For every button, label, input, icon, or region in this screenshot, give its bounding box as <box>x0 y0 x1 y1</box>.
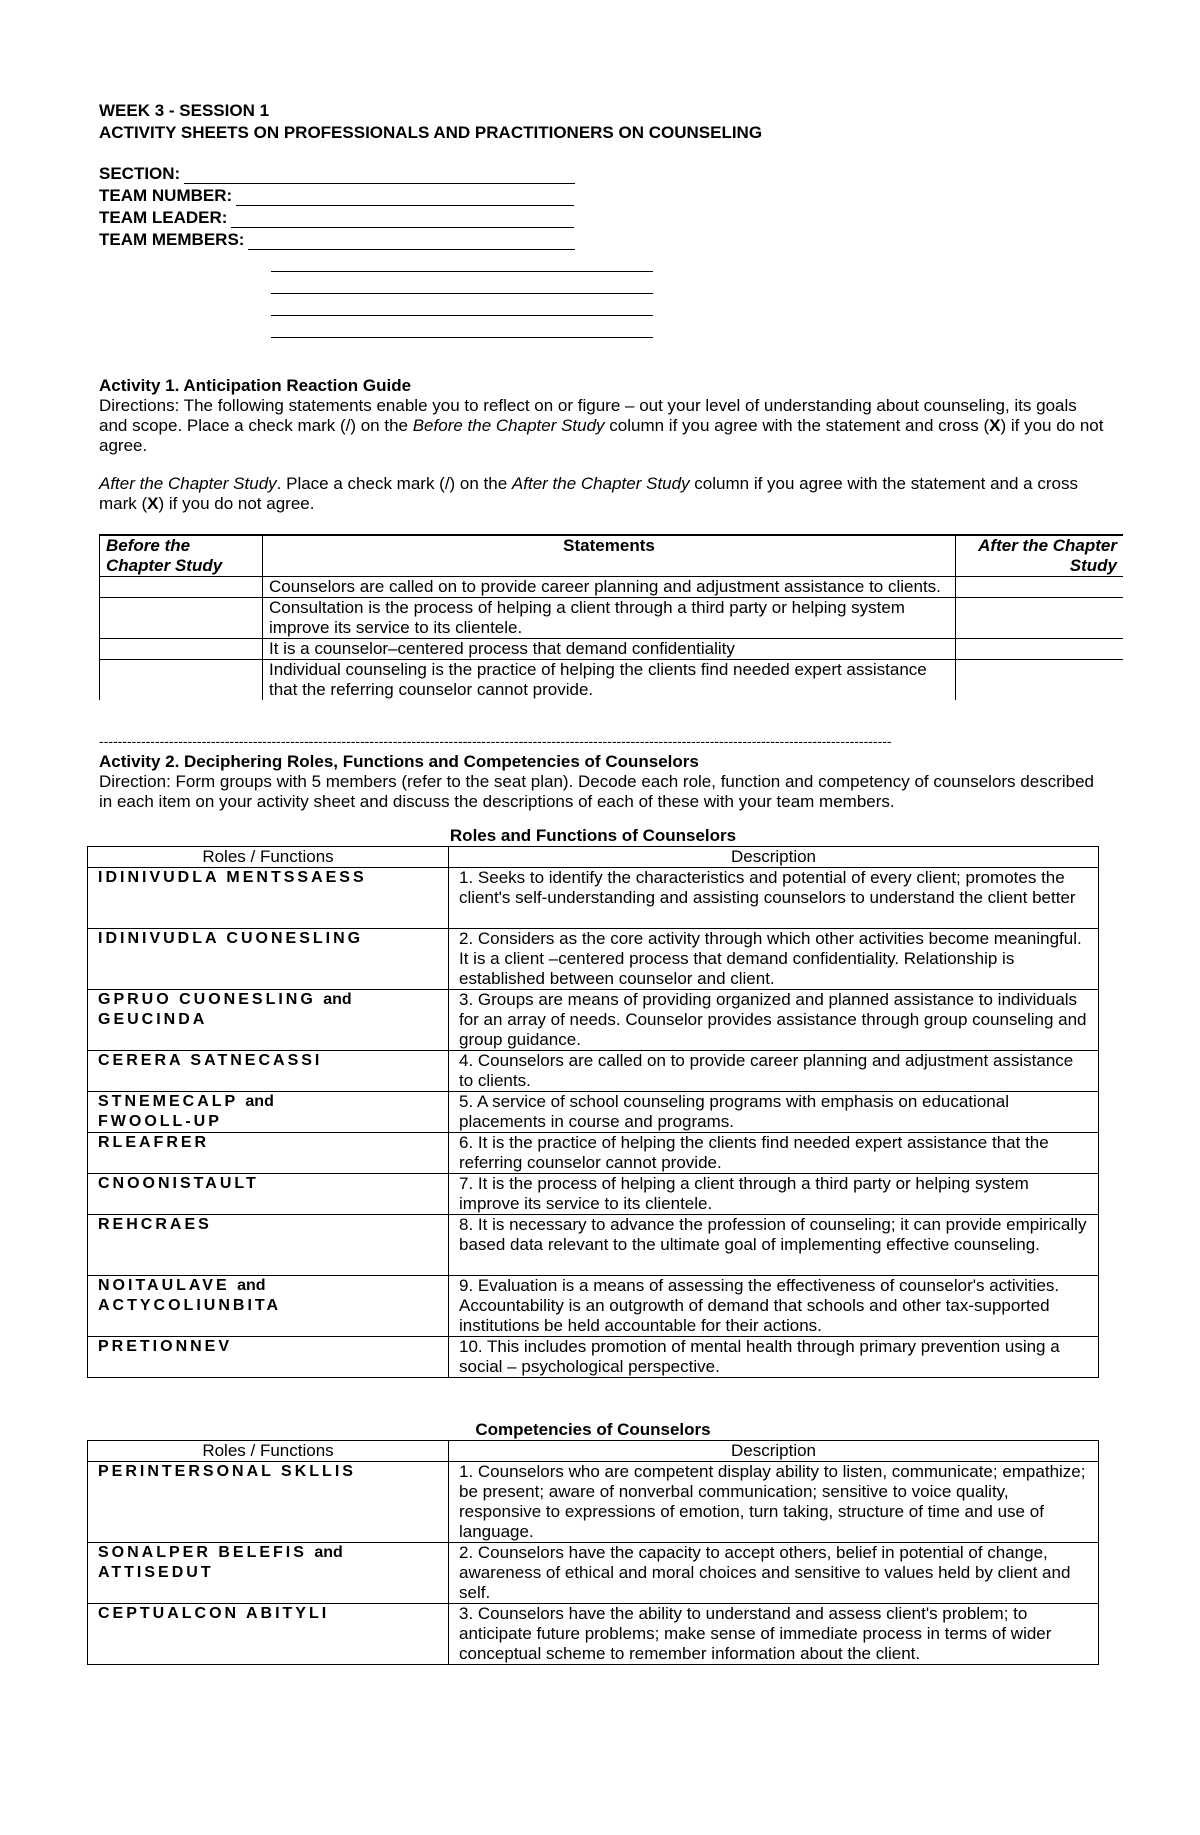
role-code: CEPTUALCON ABITYLI <box>98 1605 330 1622</box>
role-description-cell: 1. Seeks to identify the characteristics and potential of every client; promotes the client's self-understanding and assisting counselors to understand the client better <box>449 868 1099 929</box>
role-code: IDINIVUDLA CUONESLING <box>98 930 364 947</box>
role-code: IDINIVUDLA MENTSSAESS <box>98 869 367 886</box>
role-code-cell <box>88 1215 449 1276</box>
after-directions-text-f: ) if you do not agree. <box>158 494 315 513</box>
anticipation-table-header <box>100 535 1124 577</box>
after-check-cell[interactable] <box>956 577 1124 598</box>
roles-table-header <box>88 847 1099 868</box>
activity1-directions-text-e: ) if you do not agree. <box>99 416 1104 455</box>
activity1-directions-text-d: X <box>989 416 1001 435</box>
col-description: Description <box>449 1441 1099 1462</box>
statement-cell: It is a counselor–centered process that demand confidentiality <box>263 639 956 660</box>
role-conjunction: and <box>314 1544 343 1561</box>
table-row <box>88 1337 1099 1378</box>
role-description-cell: 2. Considers as the core activity through which other activities become meaningful. It is a client –centered process that demand confidentiality. Relationship is established between counselor and client. <box>449 929 1099 990</box>
team-members-label: TEAM MEMBERS: <box>99 230 245 249</box>
role-code-cell <box>88 929 449 990</box>
table-row <box>88 990 1099 1051</box>
role-code: RLEAFRER <box>98 1134 210 1151</box>
after-check-cell[interactable] <box>956 639 1124 660</box>
table-row <box>88 1133 1099 1174</box>
activity2-directions: Direction: Form groups with 5 members (refer to the seat plan). Decode each role, function and competency of counselors described in each item on your activity sheet and discuss the descriptions of each of these with your team members. <box>99 772 1094 811</box>
team-members-field <box>99 228 1109 250</box>
role-description-cell: 10. This includes promotion of mental health through primary prevention using a social – psychological perspective. <box>449 1337 1099 1378</box>
activity1-directions-text-a: Directions: The following statements enable you to reflect on or figure – out your level of understanding about counseling, its goals and scope. Place a check mark (/) on the <box>99 396 1077 435</box>
after-directions-text-e: X <box>147 494 159 513</box>
team-member-blank-2[interactable] <box>271 257 653 272</box>
col-roles-functions: Roles / Functions <box>88 847 449 868</box>
role-code: NOITAULAVE <box>98 1277 230 1294</box>
before-check-cell[interactable] <box>100 598 263 639</box>
table-row <box>88 1543 1099 1604</box>
col-statements: Statements <box>263 535 956 577</box>
statement-cell: Counselors are called on to provide career planning and adjustment assistance to clients. <box>263 577 956 598</box>
role-description-cell: 9. Evaluation is a means of assessing the effectiveness of counselor's activities. Accountability is an outgrowth of demand that schools and other tax-supported institutions be held accountable for their actions. <box>449 1276 1099 1337</box>
role-code: PERINTERSONAL SKLLIS <box>98 1463 356 1480</box>
role-code-second: GEUCINDA <box>98 1011 208 1028</box>
role-description-cell: 6. It is the practice of helping the clients find needed expert assistance that the referring counselor cannot provide. <box>449 1133 1099 1174</box>
role-code-cell <box>88 868 449 929</box>
team-leader-field <box>99 206 1109 228</box>
week-session-heading: WEEK 3 - SESSION 1 <box>99 101 270 120</box>
role-code-cell <box>88 1543 449 1604</box>
after-directions-text-d: column if you agree with the statement and a cross mark ( <box>99 474 1078 513</box>
team-leader-label: TEAM LEADER: <box>99 208 228 227</box>
role-description-cell: 2. Counselors have the capacity to accept others, belief in potential of change, awareness of ethical and moral choices and sensitive to values held by client and self. <box>449 1543 1099 1604</box>
statement-cell: Consultation is the process of helping a client through a third party or helping system improve its service to its clientele. <box>263 598 956 639</box>
role-code: SONALPER BELEFIS <box>98 1544 307 1561</box>
role-conjunction: and <box>245 1093 274 1110</box>
table-row <box>88 929 1099 990</box>
role-description-cell: 8. It is necessary to advance the profession of counseling; it can provide empirically based data relevant to the ultimate goal of implementing effective counseling. <box>449 1215 1099 1276</box>
role-description-cell: 1. Counselors who are competent display ability to listen, communicate; empathize; be present; aware of nonverbal communication; sensitive to voice quality, responsive to expressions of emotion, turn taking, structure of time and use of language. <box>449 1462 1099 1543</box>
competencies-table-title: Competencies of Counselors <box>475 1420 711 1439</box>
after-check-cell[interactable] <box>956 660 1124 701</box>
col-before-chapter-study: Before the Chapter Study <box>100 535 263 577</box>
role-code-cell <box>88 1092 449 1133</box>
activity1-directions <box>99 396 1109 456</box>
after-check-cell[interactable] <box>956 598 1124 639</box>
role-code-cell <box>88 1051 449 1092</box>
role-code: PRETIONNEV <box>98 1338 233 1355</box>
competencies-table-body <box>88 1462 1099 1665</box>
after-directions-text-c: After the Chapter Study <box>511 474 690 493</box>
team-member-blank-4[interactable] <box>271 301 653 316</box>
table-row <box>100 598 1124 639</box>
team-members-extra-lines <box>271 257 1109 338</box>
team-number-label: TEAM NUMBER: <box>99 186 233 205</box>
col-roles-functions: Roles / Functions <box>88 1441 449 1462</box>
section-field <box>99 162 1109 184</box>
table-row <box>88 1462 1099 1543</box>
team-leader-blank[interactable] <box>231 211 574 228</box>
after-directions-text-a: After the Chapter Study <box>99 474 277 493</box>
role-code-cell <box>88 990 449 1051</box>
role-code: STNEMECALP <box>98 1093 238 1110</box>
role-code-cell <box>88 1276 449 1337</box>
after-directions-text-b: . Place a check mark (/) on the <box>276 474 512 493</box>
team-member-blank-3[interactable] <box>271 279 653 294</box>
table-row <box>88 1051 1099 1092</box>
role-code-cell <box>88 1462 449 1543</box>
competencies-table-header <box>88 1441 1099 1462</box>
table-row <box>88 1276 1099 1337</box>
table-row <box>100 660 1124 701</box>
role-code: CERERA SATNECASSI <box>98 1052 323 1069</box>
role-description-cell: 7. It is the process of helping a client through a third party or helping system improve its service to its clientele. <box>449 1174 1099 1215</box>
role-code-cell <box>88 1133 449 1174</box>
role-description-cell: 4. Counselors are called on to provide career planning and adjustment assistance to clients. <box>449 1051 1099 1092</box>
table-row <box>100 639 1124 660</box>
anticipation-reaction-table <box>99 534 1123 700</box>
team-members-blank[interactable] <box>248 233 575 250</box>
role-code-cell <box>88 1174 449 1215</box>
team-number-blank[interactable] <box>236 189 574 206</box>
activity1-directions-text-b: Before the Chapter Study <box>412 416 605 435</box>
role-code: GPRUO CUONESLING <box>98 991 316 1008</box>
role-description-cell: 5. A service of school counseling programs with emphasis on educational placements in course and programs. <box>449 1092 1099 1133</box>
role-code: CNOONISTAULT <box>98 1175 259 1192</box>
activity2-title: Activity 2. Deciphering Roles, Functions and Competencies of Counselors <box>99 752 699 771</box>
role-code: REHCRAES <box>98 1216 212 1233</box>
roles-table-title: Roles and Functions of Counselors <box>449 826 737 845</box>
team-number-field <box>99 184 1109 206</box>
activity1-directions-text-c: column if you agree with the statement and cross ( <box>604 416 990 435</box>
role-code-second: ATTISEDUT <box>98 1564 214 1581</box>
team-member-blank-5[interactable] <box>271 323 653 338</box>
roles-functions-table <box>87 846 1099 1378</box>
col-description: Description <box>449 847 1099 868</box>
activity1-title: Activity 1. Anticipation Reaction Guide <box>99 376 412 395</box>
role-code-second: ACTYCOLIUNBITA <box>98 1297 282 1314</box>
role-conjunction: and <box>237 1277 266 1294</box>
section-blank[interactable] <box>184 167 575 184</box>
competencies-table <box>87 1440 1099 1665</box>
role-code-cell <box>88 1604 449 1665</box>
activity1-after-directions <box>99 474 1109 514</box>
document-page <box>98 100 1117 1665</box>
section-divider: -------------------------------------------------------------------------------------------------------------------------------------------------------------------------- <box>99 734 892 748</box>
table-row <box>88 1604 1099 1665</box>
activity-sheet-title: ACTIVITY SHEETS ON PROFESSIONALS AND PRACTITIONERS ON COUNSELING <box>99 123 763 142</box>
role-code-cell <box>88 1337 449 1378</box>
table-row <box>100 577 1124 598</box>
table-row <box>88 1092 1099 1133</box>
before-check-cell[interactable] <box>100 660 263 701</box>
role-conjunction: and <box>323 991 352 1008</box>
before-check-cell[interactable] <box>100 639 263 660</box>
role-description-cell: 3. Counselors have the ability to understand and assess client's problem; to anticipate future problems; make sense of immediate process in terms of wider conceptual scheme to remember information about the client. <box>449 1604 1099 1665</box>
table-row <box>88 1174 1099 1215</box>
col-after-chapter-study: After the Chapter Study <box>956 535 1124 577</box>
role-code-second: FWOOLL-UP <box>98 1113 222 1130</box>
before-check-cell[interactable] <box>100 577 263 598</box>
table-row <box>88 1215 1099 1276</box>
table-row <box>88 868 1099 929</box>
role-description-cell: 3. Groups are means of providing organized and planned assistance to individuals for an array of needs. Counselor provides assistance through group counseling and group guidance. <box>449 990 1099 1051</box>
section-label: SECTION: <box>99 164 181 183</box>
statement-cell: Individual counseling is the practice of helping the clients find needed expert assistance that the referring counselor cannot provide. <box>263 660 956 701</box>
roles-table-body <box>88 868 1099 1378</box>
